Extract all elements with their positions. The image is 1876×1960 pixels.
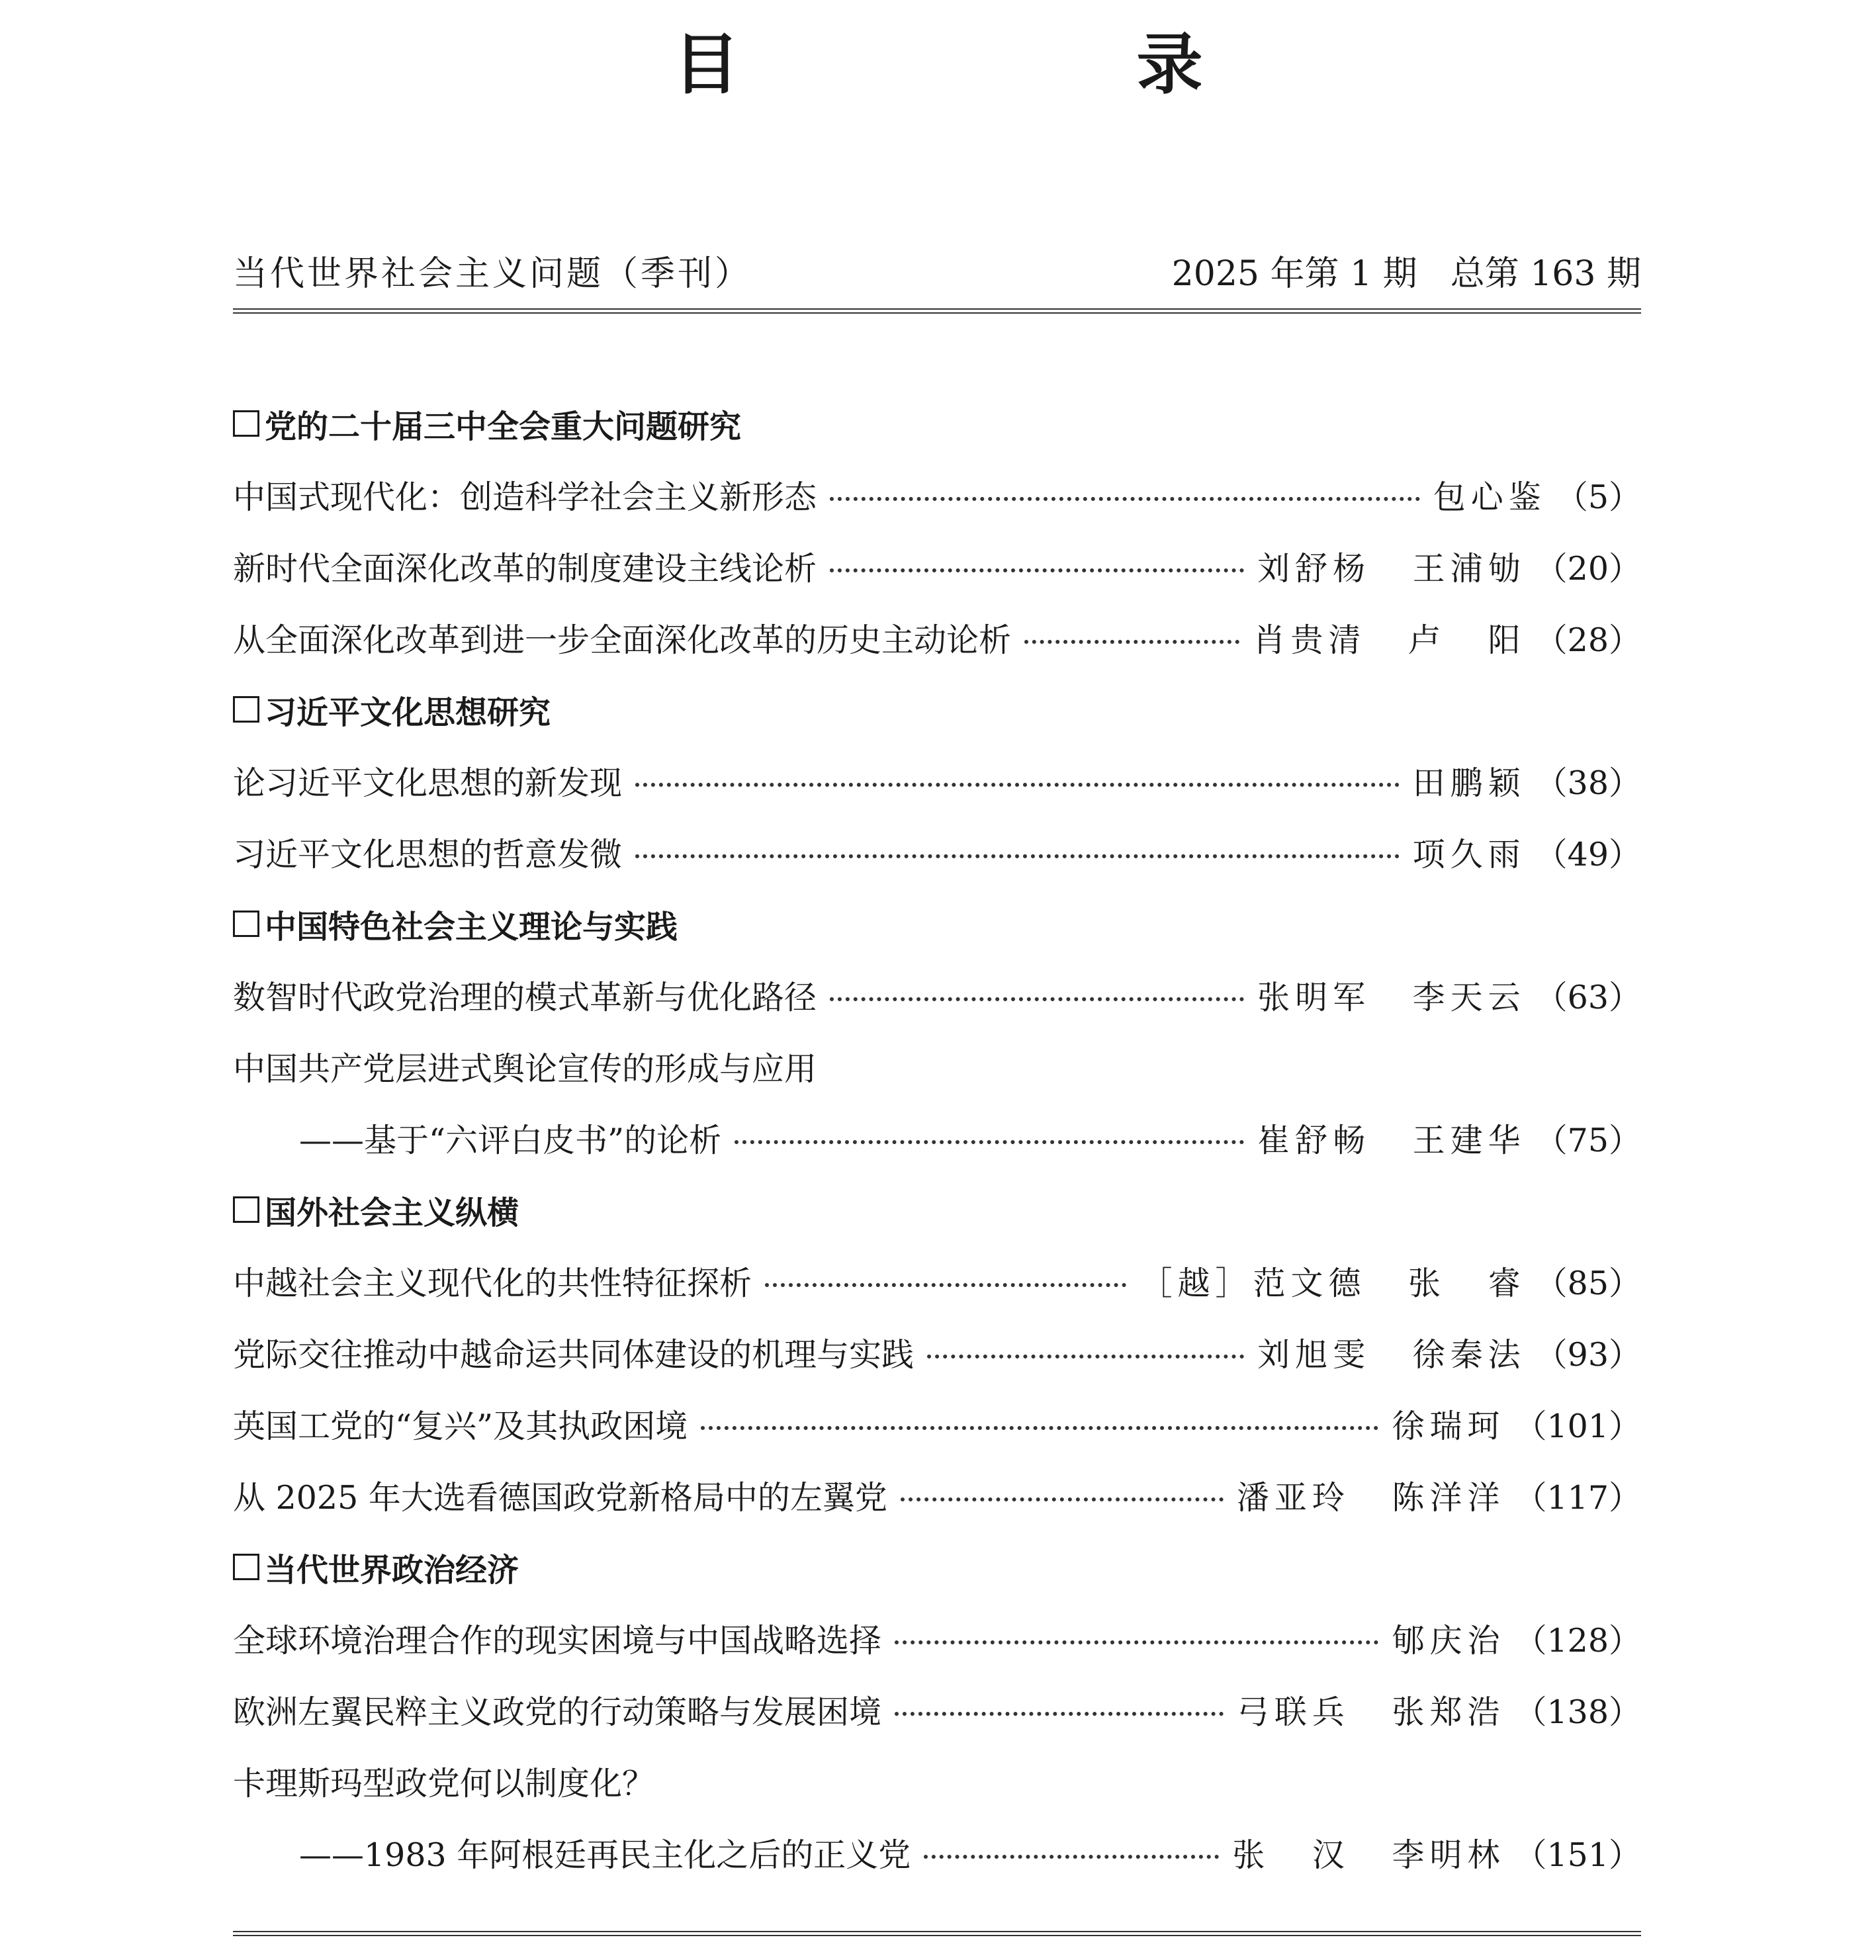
entry-page: （85） bbox=[1535, 1265, 1641, 1302]
entry-page: （38） bbox=[1535, 764, 1641, 802]
dot-leader bbox=[830, 497, 1420, 501]
section-heading-text: 中国特色社会主义理论与实践 bbox=[265, 908, 678, 946]
toc-entry[interactable] bbox=[233, 1603, 1641, 1674]
entry-title: 英国工党的“复兴”及其执政困境 bbox=[233, 1407, 688, 1445]
entry-page: （28） bbox=[1535, 621, 1641, 659]
toc-entry[interactable] bbox=[233, 745, 1641, 817]
masthead bbox=[233, 246, 1641, 294]
toc-entry[interactable] bbox=[233, 1460, 1641, 1531]
header-divider bbox=[233, 308, 1641, 314]
entry-subtitle: ——基于“六评白皮书”的论析 bbox=[299, 1122, 722, 1159]
entry-page: （93） bbox=[1535, 1336, 1641, 1374]
entry-page: （75） bbox=[1535, 1122, 1641, 1159]
square-bullet-icon bbox=[233, 696, 259, 723]
entry-title: 数智时代政党治理的模式革新与优化路径 bbox=[233, 979, 817, 1016]
toc-entry[interactable] bbox=[233, 1317, 1641, 1388]
dot-leader bbox=[701, 1426, 1378, 1430]
section-heading bbox=[233, 1174, 1641, 1245]
entry-authors: 张 汉 李明林 bbox=[1232, 1836, 1505, 1874]
section-heading-text: 当代世界政治经济 bbox=[265, 1551, 519, 1589]
dot-leader bbox=[830, 568, 1244, 572]
dot-leader bbox=[927, 1355, 1244, 1359]
section-heading-text: 党的二十届三中全会重大问题研究 bbox=[265, 408, 742, 445]
entry-authors: 郇庆治 bbox=[1392, 1622, 1505, 1660]
dot-leader bbox=[895, 1712, 1224, 1716]
entry-page: （128） bbox=[1514, 1622, 1641, 1660]
entry-authors: 包心鉴 bbox=[1433, 478, 1546, 516]
entry-page: （49） bbox=[1535, 836, 1641, 873]
entry-title: 从 2025 年大选看德国政党新格局中的左翼党 bbox=[233, 1479, 887, 1517]
entry-title: 中国式现代化：创造科学社会主义新形态 bbox=[233, 478, 817, 516]
dot-leader bbox=[901, 1497, 1224, 1501]
toc-entry[interactable] bbox=[233, 1245, 1641, 1317]
toc-entry[interactable] bbox=[233, 1388, 1641, 1460]
footer-divider bbox=[233, 1931, 1641, 1936]
entry-authors: 刘旭雯 徐秦法 bbox=[1257, 1336, 1526, 1374]
entry-title: 党际交往推动中越命运共同体建设的机理与实践 bbox=[233, 1336, 915, 1374]
entry-page: （5） bbox=[1555, 478, 1641, 516]
entry-authors: 崔舒畅 王建华 bbox=[1257, 1122, 1526, 1159]
entry-page: （63） bbox=[1535, 979, 1641, 1016]
square-bullet-icon bbox=[233, 1554, 259, 1580]
entry-page: （138） bbox=[1514, 1693, 1641, 1731]
section-heading bbox=[233, 674, 1641, 745]
entry-authors: ［越］范文德 张 睿 bbox=[1139, 1265, 1526, 1302]
square-bullet-icon bbox=[233, 1196, 259, 1223]
toc-entry-subtitle[interactable] bbox=[233, 1102, 1641, 1174]
toc-entry[interactable] bbox=[233, 531, 1641, 602]
entry-subtitle: ——1983 年阿根廷再民主化之后的正义党 bbox=[299, 1836, 911, 1874]
section-heading-text: 国外社会主义纵横 bbox=[265, 1194, 519, 1231]
table-of-contents bbox=[233, 388, 1641, 1889]
section-heading bbox=[233, 1531, 1641, 1603]
entry-authors: 潘亚玲 陈洋洋 bbox=[1236, 1479, 1505, 1517]
dot-leader bbox=[895, 1640, 1378, 1644]
entry-title: 从全面深化改革到进一步全面深化改革的历史主动论析 bbox=[233, 621, 1012, 659]
dot-leader bbox=[735, 1140, 1244, 1144]
toc-entry-subtitle[interactable] bbox=[233, 1817, 1641, 1889]
dot-leader bbox=[635, 783, 1400, 787]
section-heading bbox=[233, 388, 1641, 459]
section-heading-text: 习近平文化思想研究 bbox=[265, 693, 551, 731]
dot-leader bbox=[830, 997, 1244, 1001]
entry-page: （151） bbox=[1514, 1836, 1641, 1874]
entry-title: 论习近平文化思想的新发现 bbox=[233, 764, 623, 802]
page-title: 目 录 bbox=[673, 26, 1368, 103]
entry-authors: 项久雨 bbox=[1412, 836, 1526, 873]
entry-authors: 弓联兵 张郑浩 bbox=[1236, 1693, 1505, 1731]
entry-authors: 肖贵清 卢 阳 bbox=[1253, 621, 1526, 659]
square-bullet-icon bbox=[233, 911, 259, 937]
entry-title: 全球环境治理合作的现实困境与中国战略选择 bbox=[233, 1622, 882, 1660]
entry-page: （20） bbox=[1535, 550, 1641, 588]
entry-title: 新时代全面深化改革的制度建设主线论析 bbox=[233, 550, 817, 588]
entry-authors: 刘舒杨 王浦劬 bbox=[1257, 550, 1526, 588]
toc-entry[interactable] bbox=[233, 1031, 1641, 1102]
dot-leader bbox=[635, 854, 1400, 858]
toc-entry[interactable] bbox=[233, 602, 1641, 674]
entry-authors: 张明军 李天云 bbox=[1257, 979, 1526, 1016]
entry-title: 中越社会主义现代化的共性特征探析 bbox=[233, 1265, 752, 1302]
toc-entry[interactable] bbox=[233, 817, 1641, 888]
entry-title: 卡理斯玛型政党何以制度化？ bbox=[233, 1765, 655, 1803]
entry-authors: 田鹏颖 bbox=[1412, 764, 1526, 802]
journal-name: 当代世界社会主义问题（季刊） bbox=[233, 253, 752, 294]
toc-entry[interactable] bbox=[233, 959, 1641, 1031]
entry-title: 中国共产党层进式舆论宣传的形成与应用 bbox=[233, 1050, 817, 1088]
issue-info bbox=[1172, 245, 1641, 295]
entry-page: （101） bbox=[1514, 1407, 1641, 1445]
issue-number: 2025 年第 1 期 bbox=[1171, 253, 1417, 294]
entry-title: 欧洲左翼民粹主义政党的行动策略与发展困境 bbox=[233, 1693, 882, 1731]
section-heading bbox=[233, 888, 1641, 959]
dot-leader bbox=[1024, 640, 1239, 644]
square-bullet-icon bbox=[233, 410, 259, 437]
entry-authors: 徐瑞珂 bbox=[1392, 1407, 1505, 1445]
entry-page: （117） bbox=[1514, 1479, 1641, 1517]
toc-entry[interactable] bbox=[233, 459, 1641, 531]
entry-title: 习近平文化思想的哲意发微 bbox=[233, 836, 623, 873]
toc-entry[interactable] bbox=[233, 1746, 1641, 1817]
dot-leader bbox=[765, 1283, 1126, 1287]
total-issue-number: 总第 163 期 bbox=[1450, 253, 1641, 294]
toc-entry[interactable] bbox=[233, 1674, 1641, 1746]
dot-leader bbox=[924, 1855, 1219, 1859]
